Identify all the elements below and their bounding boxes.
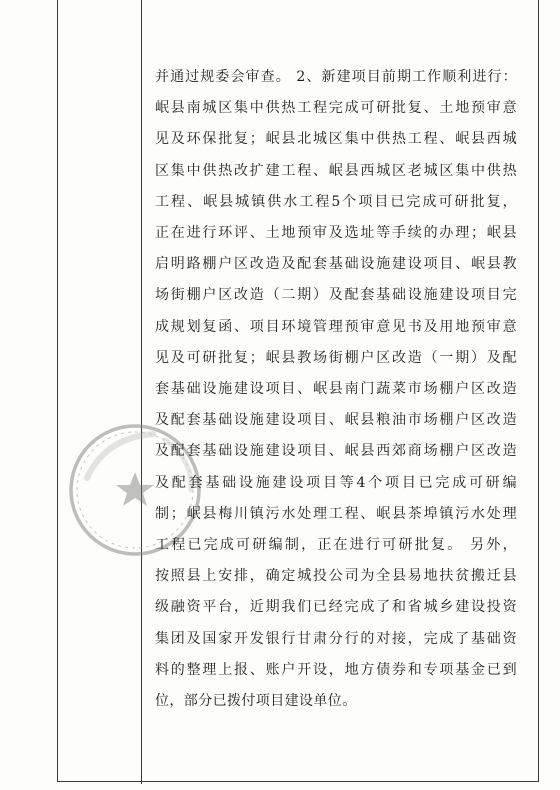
body-line: 启明路棚户区改造及配套基础设施建设项目、岷县教 <box>155 256 517 273</box>
body-line: 及配套基础设施建设项目等4个项目已完成可研编 <box>155 474 517 491</box>
body-line: 位，部分已拨付项目建设单位。 <box>155 693 357 710</box>
body-line: 及配套基础设施建设项目、岷县西郊商场棚户区改造 <box>155 443 517 460</box>
body-line: 见及可研批复；岷县教场街棚户区改造（一期）及配 <box>155 349 517 366</box>
body-line: 料的整理上报、账户开设，地方债券和专项基金已到 <box>155 661 517 678</box>
body-line: 套基础设施建设项目、岷县南门蔬菜市场棚户区改造 <box>155 381 517 398</box>
document-body <box>155 62 517 717</box>
body-line: 成规划复函、项目环境管理预审意见书及用地预审意 <box>155 318 517 335</box>
body-line: 见及环保批复；岷县北城区集中供热工程、岷县西城 <box>155 131 517 148</box>
body-line: 区集中供热改扩建工程、岷县西城区老城区集中供热 <box>155 162 517 179</box>
body-line: 及配套基础设施建设项目、岷县粮油市场棚户区改造 <box>155 412 517 429</box>
body-line: 工程已完成可研编制，正在进行可研批复。 另外， <box>155 537 517 554</box>
column-divider <box>141 0 142 784</box>
body-line: 工程、岷县城镇供水工程5个项目已完成可研批复， <box>155 193 517 210</box>
body-line: 制；岷县梅川镇污水处理工程、岷县茶埠镇污水处理 <box>155 505 517 522</box>
body-line: 集团及国家开发银行甘肃分行的对接，完成了基础资 <box>155 630 517 647</box>
body-line: 场街棚户区改造（二期）及配套基础设施建设项目完 <box>155 287 517 304</box>
body-line: 按照县上安排，确定城投公司为全县易地扶贫搬迁县 <box>155 568 517 585</box>
body-line: 岷县南城区集中供热工程完成可研批复、土地预审意 <box>155 100 517 117</box>
body-line: 并通过规委会审查。 2、新建项目前期工作顺利进行： <box>155 69 517 85</box>
body-line: 级融资平台，近期我们已经完成了和省城乡建设投资 <box>155 599 517 616</box>
body-line: 正在进行环评、土地预审及选址等手续的办理；岷县 <box>155 225 517 242</box>
